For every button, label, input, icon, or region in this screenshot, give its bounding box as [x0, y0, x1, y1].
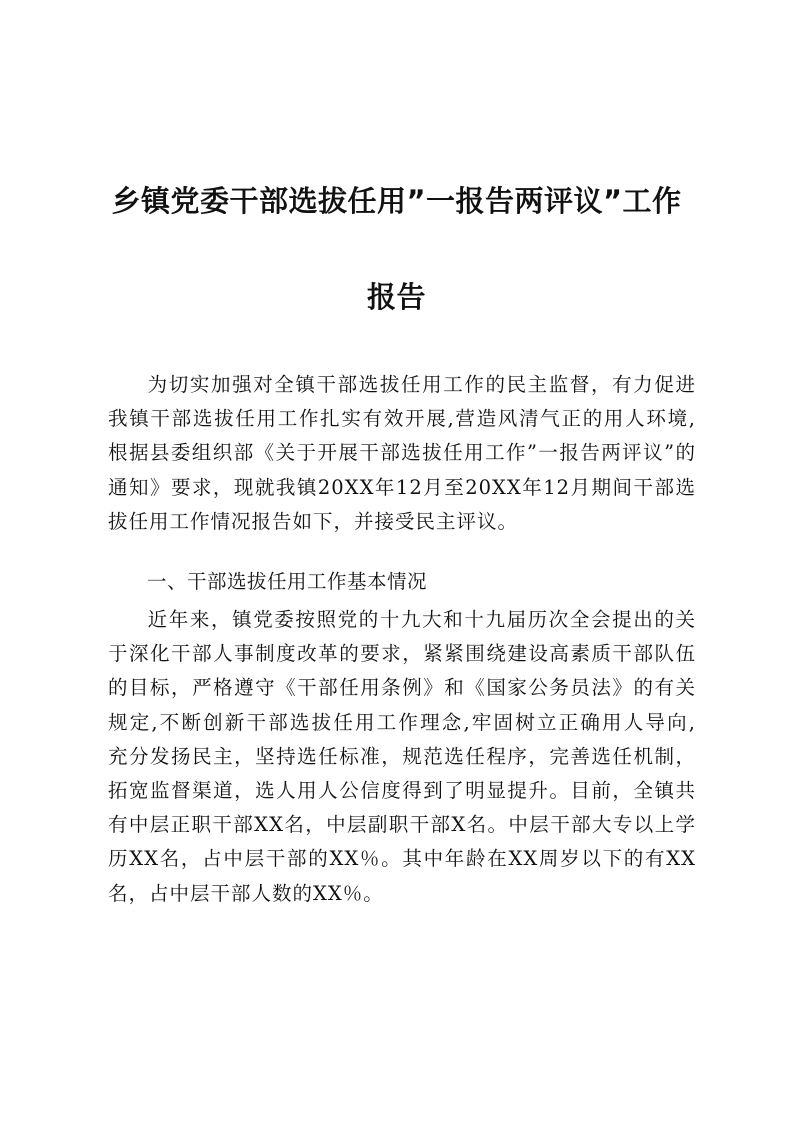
section-1-paragraph	[108, 603, 696, 911]
intro-line-5: 拔任用工作情况报告如下，并接受民主评议。	[108, 509, 519, 533]
section-line-1	[108, 603, 696, 637]
intro-line-1-text: 为切实加强对全镇干部选拔任用工作的民主监督，有力促进	[147, 373, 696, 396]
section-line-6: 拓宽监督渠道，选人用人公信度得到了明显提升。目前，全镇共	[108, 779, 696, 803]
intro-line-1	[108, 368, 696, 402]
section-line-1-text: 近年来，镇党委按照党的十九大和十九届历次全会提出的关	[147, 608, 696, 631]
section-line-7: 有中层正职干部XX名，中层副职干部X名。中层干部大专以上学	[108, 813, 696, 837]
intro-paragraph	[108, 368, 696, 539]
section-line-3: 的目标，严格遵守《干部任用条例》和《国家公务员法》的有关	[108, 676, 696, 700]
section-line-8: 历XX名，占中层干部的XX％。其中年龄在XX周岁以下的有XX	[108, 847, 696, 871]
document-title-line-1: 乡镇党委干部选拔任用”一报告两评议”工作	[111, 184, 682, 218]
intro-line-3: 根据县委组织部《关于开展干部选拔任用工作”一报告两评议”的	[108, 441, 696, 465]
section-line-4: 规定,不断创新干部选拔任用工作理念,牢固树立正确用人导向,	[108, 710, 696, 734]
section-1-heading: 一、干部选拔任用工作基本情况	[147, 570, 428, 593]
intro-line-4: 通知》要求，现就我镇20XX年12月至20XX年12月期间干部选	[108, 475, 696, 499]
section-line-5: 充分发扬民主，坚持选任标准，规范选任程序，完善选任机制，	[108, 744, 696, 768]
document-title-line-2: 报告	[366, 280, 426, 314]
section-line-2: 于深化干部人事制度改革的要求，紧紧围绕建设高素质干部队伍	[108, 642, 696, 666]
intro-line-2: 我镇干部选拔任用工作扎实有效开展,营造风清气正的用人环境,	[108, 407, 696, 431]
section-line-9: 名，占中层干部人数的XX％。	[108, 881, 384, 905]
